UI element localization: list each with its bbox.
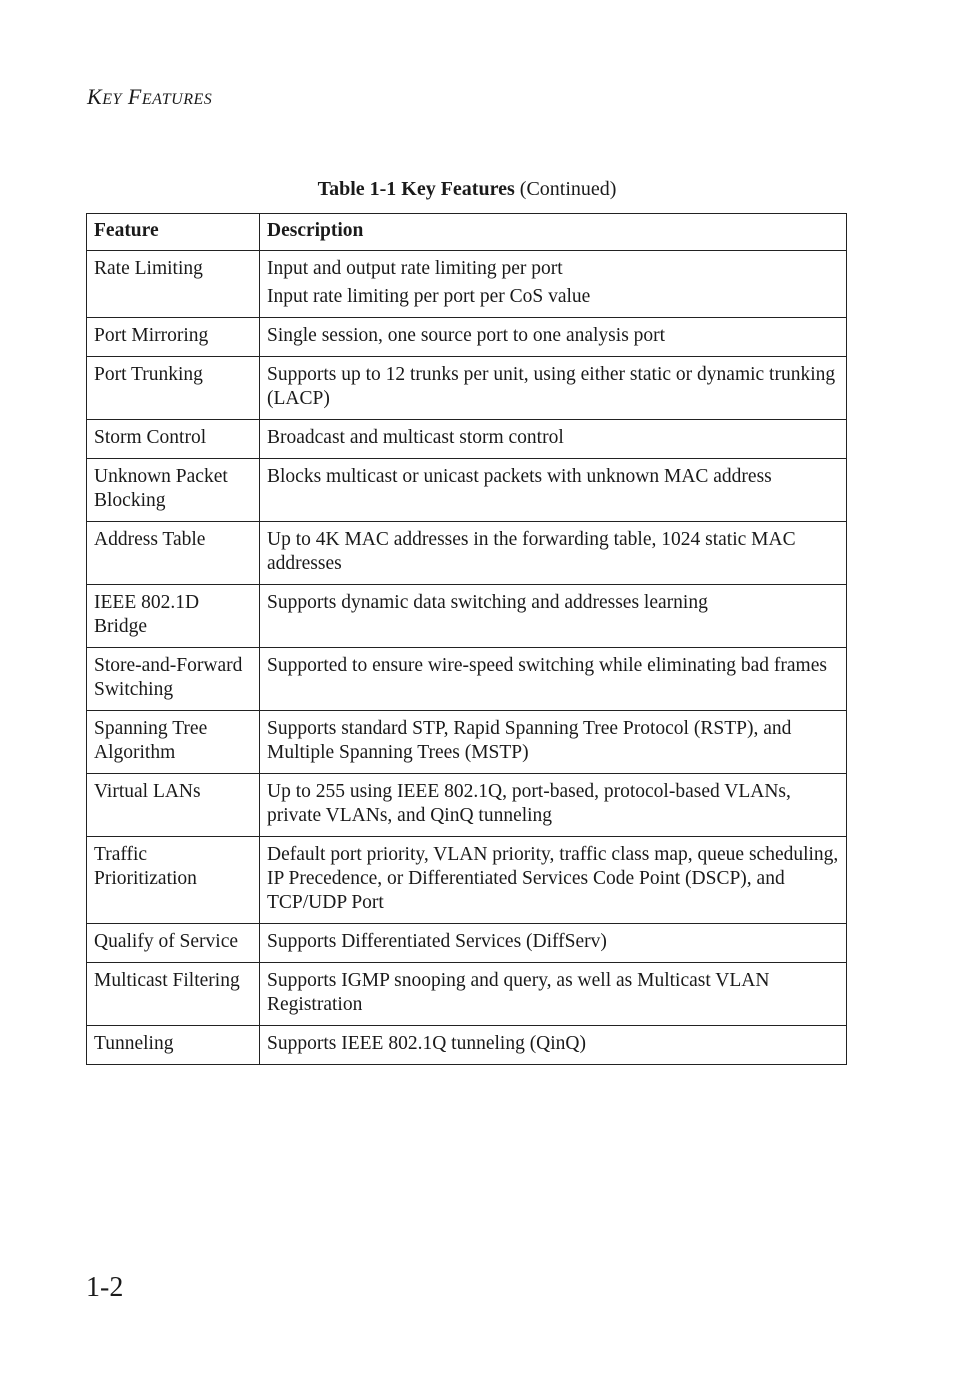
table-header-row <box>87 214 847 251</box>
table-row <box>87 837 847 924</box>
table-row <box>87 1026 847 1065</box>
feature-cell: Rate Limiting <box>87 251 260 318</box>
table-caption-label: Table 1-1 Key Features <box>317 178 515 200</box>
feature-cell: Tunneling <box>87 1026 260 1065</box>
description-line: Supported to ensure wire-speed switching while eliminating bad frames <box>267 655 827 676</box>
description-line: Up to 4K MAC addresses in the forwarding table, 1024 static MAC addresses <box>267 529 796 574</box>
table-row <box>87 963 847 1026</box>
description-line: Supports IEEE 802.1Q tunneling (QinQ) <box>267 1033 587 1054</box>
description-line: Supports IGMP snooping and query, as well as Multicast VLAN Registration <box>267 970 770 1015</box>
feature-cell: Qualify of Service <box>87 924 260 963</box>
description-line: Input rate limiting per port per CoS value <box>267 286 591 307</box>
feature-cell: IEEE 802.1D Bridge <box>87 585 260 648</box>
description-cell <box>260 459 847 522</box>
table-row <box>87 318 847 357</box>
description-cell <box>260 963 847 1026</box>
feature-cell: Address Table <box>87 522 260 585</box>
feature-cell: Multicast Filtering <box>87 963 260 1026</box>
key-features-table <box>86 213 847 1065</box>
description-line: Default port priority, VLAN priority, traffic class map, queue scheduling, IP Precedence, or Differentiated Services Code Point (DSCP), and TCP/UDP Port <box>267 844 839 913</box>
feature-cell: Port Mirroring <box>87 318 260 357</box>
feature-cell: Storm Control <box>87 420 260 459</box>
table-row <box>87 711 847 774</box>
description-line: Supports dynamic data switching and addresses learning <box>267 592 708 613</box>
running-head-f: F <box>127 84 142 109</box>
description-cell <box>260 924 847 963</box>
description-cell <box>260 585 847 648</box>
description-line: Single session, one source port to one analysis port <box>267 325 666 346</box>
description-cell <box>260 251 847 318</box>
feature-cell: Traffic Prioritization <box>87 837 260 924</box>
description-cell <box>260 774 847 837</box>
description-line: Supports up to 12 trunks per unit, using either static or dynamic trunking (LACP) <box>267 364 836 409</box>
table-row <box>87 420 847 459</box>
description-cell <box>260 318 847 357</box>
description-cell <box>260 837 847 924</box>
table-row <box>87 357 847 420</box>
description-cell <box>260 522 847 585</box>
description-cell <box>260 711 847 774</box>
description-line: Input and output rate limiting per port <box>267 258 563 279</box>
description-cell <box>260 357 847 420</box>
feature-cell: Store-and-Forward Switching <box>87 648 260 711</box>
table-row <box>87 251 847 318</box>
table-row <box>87 585 847 648</box>
description-cell <box>260 1026 847 1065</box>
column-header-feature: Feature <box>87 214 260 251</box>
table-row <box>87 648 847 711</box>
table-caption <box>0 178 934 201</box>
table-row <box>87 774 847 837</box>
running-head-k: K <box>87 84 103 109</box>
running-head <box>87 84 212 110</box>
table-caption-suffix: (Continued) <box>514 178 617 200</box>
feature-cell: Unknown Packet Blocking <box>87 459 260 522</box>
description-cell <box>260 420 847 459</box>
description-line: Supports standard STP, Rapid Spanning Tree Protocol (RSTP), and Multiple Spanning Trees (MSTP) <box>267 718 792 763</box>
running-head-ey: EY <box>102 91 122 108</box>
table-body <box>87 251 847 1065</box>
description-cell <box>260 648 847 711</box>
table-row <box>87 459 847 522</box>
description-line: Blocks multicast or unicast packets with unknown MAC address <box>267 466 772 487</box>
running-head-eatures: EATURES <box>141 91 213 108</box>
feature-cell: Port Trunking <box>87 357 260 420</box>
page-number: 1-2 <box>86 1272 124 1303</box>
description-line: Broadcast and multicast storm control <box>267 427 564 448</box>
description-line: Up to 255 using IEEE 802.1Q, port-based, protocol-based VLANs, private VLANs, and QinQ tunneling <box>267 781 791 826</box>
column-header-description: Description <box>260 214 847 251</box>
description-line: Supports Differentiated Services (DiffServ) <box>267 931 607 952</box>
table-row <box>87 924 847 963</box>
table-row <box>87 522 847 585</box>
feature-cell: Spanning Tree Algorithm <box>87 711 260 774</box>
feature-cell: Virtual LANs <box>87 774 260 837</box>
